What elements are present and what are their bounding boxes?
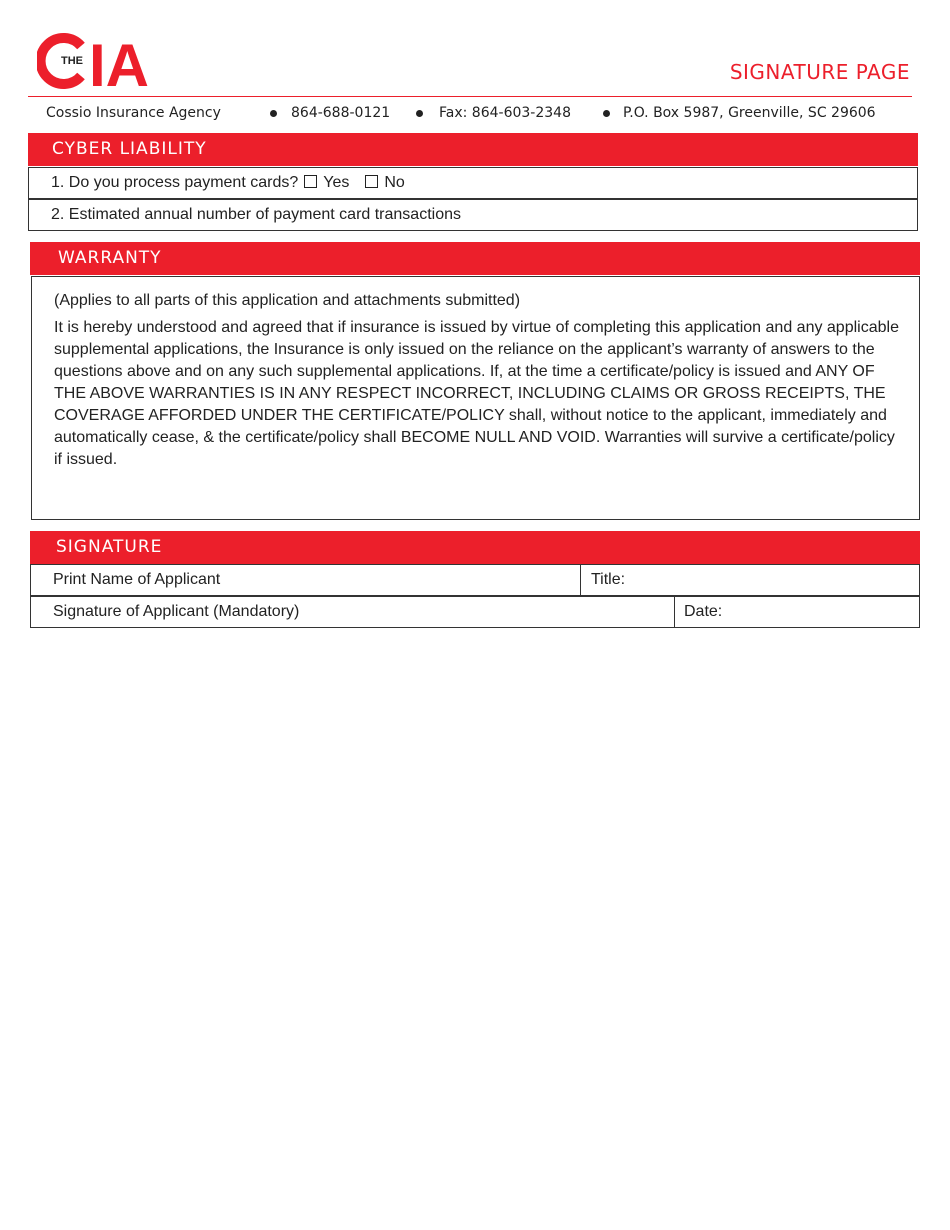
agency-phone: 864-688-0121: [291, 105, 391, 121]
page-title: SIGNATURE PAGE: [729, 60, 910, 84]
warranty-body: It is hereby understood and agreed that if insurance is issued by virtue of completing this application and any applicable supplemental applications, the Insurance is only issued on the reliance on the applicant’s warranty of answers to the questions above and on any such supplemental applications. If, at the time a certificate/policy is issued and ANY OF THE ABOVE WARRANTIES IS IN ANY RESPECT INCORRECT, INCLUDING CLAIMS OR GROSS RECEIPTS, THE COVERAGE AFFORDED UNDER THE CERTIFICATE/POLICY shall, without notice to the applicant, immediately and automatically cease, & the certificate/policy shall BECOME NULL AND VOID. Warranties will survive a certificate/policy if issued.: [54, 319, 899, 468]
agency-address: P.O. Box 5987, Greenville, SC 29606: [623, 105, 876, 121]
yes-checkbox[interactable]: [304, 175, 317, 188]
question-transactions[interactable]: [28, 199, 918, 231]
question-text: 2. Estimated annual number of payment card transactions: [51, 206, 461, 223]
print-name-field[interactable]: [30, 564, 581, 596]
agency-name: Cossio Insurance Agency: [46, 105, 221, 121]
no-label: No: [384, 174, 405, 191]
logo-ia-text: IA: [89, 32, 149, 90]
bullet-icon: [603, 110, 610, 117]
yes-label: Yes: [323, 174, 350, 191]
signature-field[interactable]: [30, 596, 675, 628]
title-label: Title:: [591, 571, 626, 588]
bullet-icon: [270, 110, 277, 117]
cia-logo: [37, 32, 167, 90]
signature-label: Signature of Applicant (Mandatory): [53, 603, 300, 620]
contact-line: [46, 105, 906, 123]
title-field[interactable]: [580, 564, 920, 596]
question-payment-cards: [28, 167, 918, 199]
bullet-icon: [416, 110, 423, 117]
warranty-text-box: [31, 276, 920, 520]
section-header-warranty: WARRANTY: [30, 242, 920, 275]
warranty-applies-note: (Applies to all parts of this application and attachments submitted): [54, 292, 521, 309]
section-header-signature: SIGNATURE: [30, 531, 920, 564]
no-checkbox[interactable]: [365, 175, 378, 188]
section-header-cyber-liability: CYBER LIABILITY: [28, 133, 918, 166]
print-name-label: Print Name of Applicant: [53, 571, 221, 588]
agency-fax: Fax: 864-603-2348: [439, 105, 571, 121]
date-field[interactable]: [674, 596, 920, 628]
date-label: Date:: [684, 603, 723, 620]
logo-the-text: THE: [61, 55, 83, 67]
question-text: 1. Do you process payment cards?: [51, 174, 299, 191]
header-divider: [28, 96, 912, 97]
